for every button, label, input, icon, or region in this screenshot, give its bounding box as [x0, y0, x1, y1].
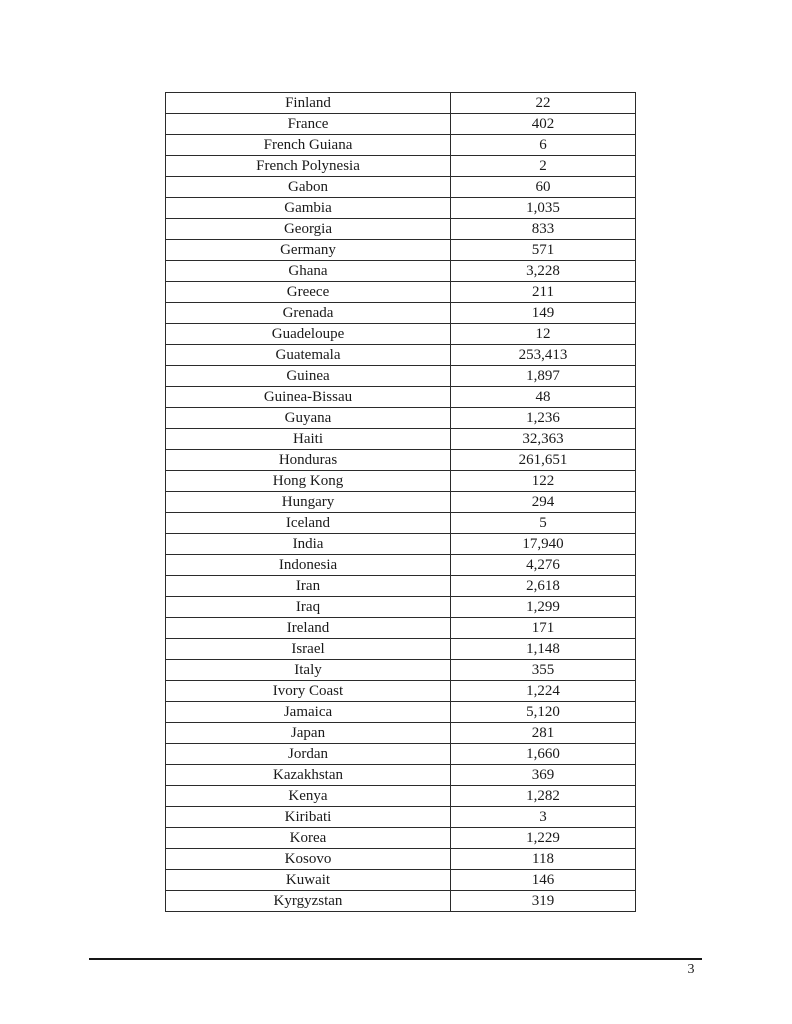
- country-cell: Gambia: [166, 198, 451, 219]
- country-cell: Jamaica: [166, 702, 451, 723]
- table-row: [166, 660, 636, 681]
- table-body: [166, 93, 636, 912]
- table-row: [166, 387, 636, 408]
- table-row: [166, 681, 636, 702]
- value-cell: 402: [451, 114, 636, 135]
- table-row: [166, 492, 636, 513]
- country-cell: Ivory Coast: [166, 681, 451, 702]
- value-cell: 1,282: [451, 786, 636, 807]
- country-count-table: [165, 92, 636, 912]
- table-row: [166, 555, 636, 576]
- value-cell: 211: [451, 282, 636, 303]
- value-cell: 118: [451, 849, 636, 870]
- value-cell: 149: [451, 303, 636, 324]
- value-cell: 833: [451, 219, 636, 240]
- table-row: [166, 198, 636, 219]
- value-cell: 171: [451, 618, 636, 639]
- table-row: [166, 807, 636, 828]
- table-row: [166, 450, 636, 471]
- value-cell: 1,148: [451, 639, 636, 660]
- value-cell: 2: [451, 156, 636, 177]
- country-cell: Ireland: [166, 618, 451, 639]
- country-cell: Hungary: [166, 492, 451, 513]
- country-cell: Indonesia: [166, 555, 451, 576]
- table-row: [166, 135, 636, 156]
- footer-divider: [89, 958, 702, 960]
- table-row: [166, 345, 636, 366]
- value-cell: 3,228: [451, 261, 636, 282]
- country-cell: Gabon: [166, 177, 451, 198]
- value-cell: 146: [451, 870, 636, 891]
- value-cell: 3: [451, 807, 636, 828]
- table-row: [166, 513, 636, 534]
- value-cell: 32,363: [451, 429, 636, 450]
- page-number: 3: [687, 962, 695, 977]
- value-cell: 48: [451, 387, 636, 408]
- value-cell: 355: [451, 660, 636, 681]
- country-cell: Kuwait: [166, 870, 451, 891]
- country-cell: Italy: [166, 660, 451, 681]
- country-cell: Israel: [166, 639, 451, 660]
- value-cell: 571: [451, 240, 636, 261]
- country-cell: Guinea: [166, 366, 451, 387]
- table-row: [166, 114, 636, 135]
- country-cell: Iceland: [166, 513, 451, 534]
- country-cell: France: [166, 114, 451, 135]
- country-cell: Honduras: [166, 450, 451, 471]
- country-cell: Guinea-Bissau: [166, 387, 451, 408]
- table-row: [166, 282, 636, 303]
- country-cell: Greece: [166, 282, 451, 303]
- country-cell: Guadeloupe: [166, 324, 451, 345]
- table-row: [166, 240, 636, 261]
- value-cell: 1,660: [451, 744, 636, 765]
- table-row: [166, 408, 636, 429]
- table-row: [166, 366, 636, 387]
- value-cell: 369: [451, 765, 636, 786]
- table-row: [166, 261, 636, 282]
- table-row: [166, 870, 636, 891]
- table-row: [166, 93, 636, 114]
- country-cell: Germany: [166, 240, 451, 261]
- country-cell: India: [166, 534, 451, 555]
- value-cell: 6: [451, 135, 636, 156]
- value-cell: 4,276: [451, 555, 636, 576]
- country-cell: Iran: [166, 576, 451, 597]
- value-cell: 2,618: [451, 576, 636, 597]
- value-cell: 5,120: [451, 702, 636, 723]
- table-row: [166, 723, 636, 744]
- country-cell: Hong Kong: [166, 471, 451, 492]
- value-cell: 12: [451, 324, 636, 345]
- value-cell: 253,413: [451, 345, 636, 366]
- table-row: [166, 576, 636, 597]
- value-cell: 281: [451, 723, 636, 744]
- value-cell: 1,035: [451, 198, 636, 219]
- country-cell: Ghana: [166, 261, 451, 282]
- table-row: [166, 618, 636, 639]
- country-cell: French Guiana: [166, 135, 451, 156]
- value-cell: 1,236: [451, 408, 636, 429]
- country-cell: Jordan: [166, 744, 451, 765]
- country-cell: Haiti: [166, 429, 451, 450]
- country-cell: Kosovo: [166, 849, 451, 870]
- value-cell: 5: [451, 513, 636, 534]
- country-cell: Kyrgyzstan: [166, 891, 451, 912]
- table-row: [166, 765, 636, 786]
- value-cell: 261,651: [451, 450, 636, 471]
- value-cell: 1,229: [451, 828, 636, 849]
- table-row: [166, 324, 636, 345]
- table-row: [166, 303, 636, 324]
- country-cell: Guatemala: [166, 345, 451, 366]
- table-row: [166, 702, 636, 723]
- table-row: [166, 597, 636, 618]
- table-row: [166, 639, 636, 660]
- table-row: [166, 534, 636, 555]
- table-row: [166, 849, 636, 870]
- value-cell: 1,299: [451, 597, 636, 618]
- value-cell: 17,940: [451, 534, 636, 555]
- value-cell: 60: [451, 177, 636, 198]
- table-row: [166, 156, 636, 177]
- value-cell: 294: [451, 492, 636, 513]
- value-cell: 319: [451, 891, 636, 912]
- country-cell: French Polynesia: [166, 156, 451, 177]
- country-cell: Kiribati: [166, 807, 451, 828]
- country-cell: Grenada: [166, 303, 451, 324]
- value-cell: 1,897: [451, 366, 636, 387]
- table-row: [166, 786, 636, 807]
- country-cell: Korea: [166, 828, 451, 849]
- country-cell: Finland: [166, 93, 451, 114]
- value-cell: 22: [451, 93, 636, 114]
- value-cell: 1,224: [451, 681, 636, 702]
- value-cell: 122: [451, 471, 636, 492]
- country-cell: Kenya: [166, 786, 451, 807]
- table-row: [166, 177, 636, 198]
- country-cell: Japan: [166, 723, 451, 744]
- table-row: [166, 828, 636, 849]
- table-row: [166, 744, 636, 765]
- table-row: [166, 471, 636, 492]
- country-cell: Kazakhstan: [166, 765, 451, 786]
- table-row: [166, 429, 636, 450]
- country-cell: Guyana: [166, 408, 451, 429]
- country-cell: Iraq: [166, 597, 451, 618]
- table-row: [166, 219, 636, 240]
- table-row: [166, 891, 636, 912]
- country-cell: Georgia: [166, 219, 451, 240]
